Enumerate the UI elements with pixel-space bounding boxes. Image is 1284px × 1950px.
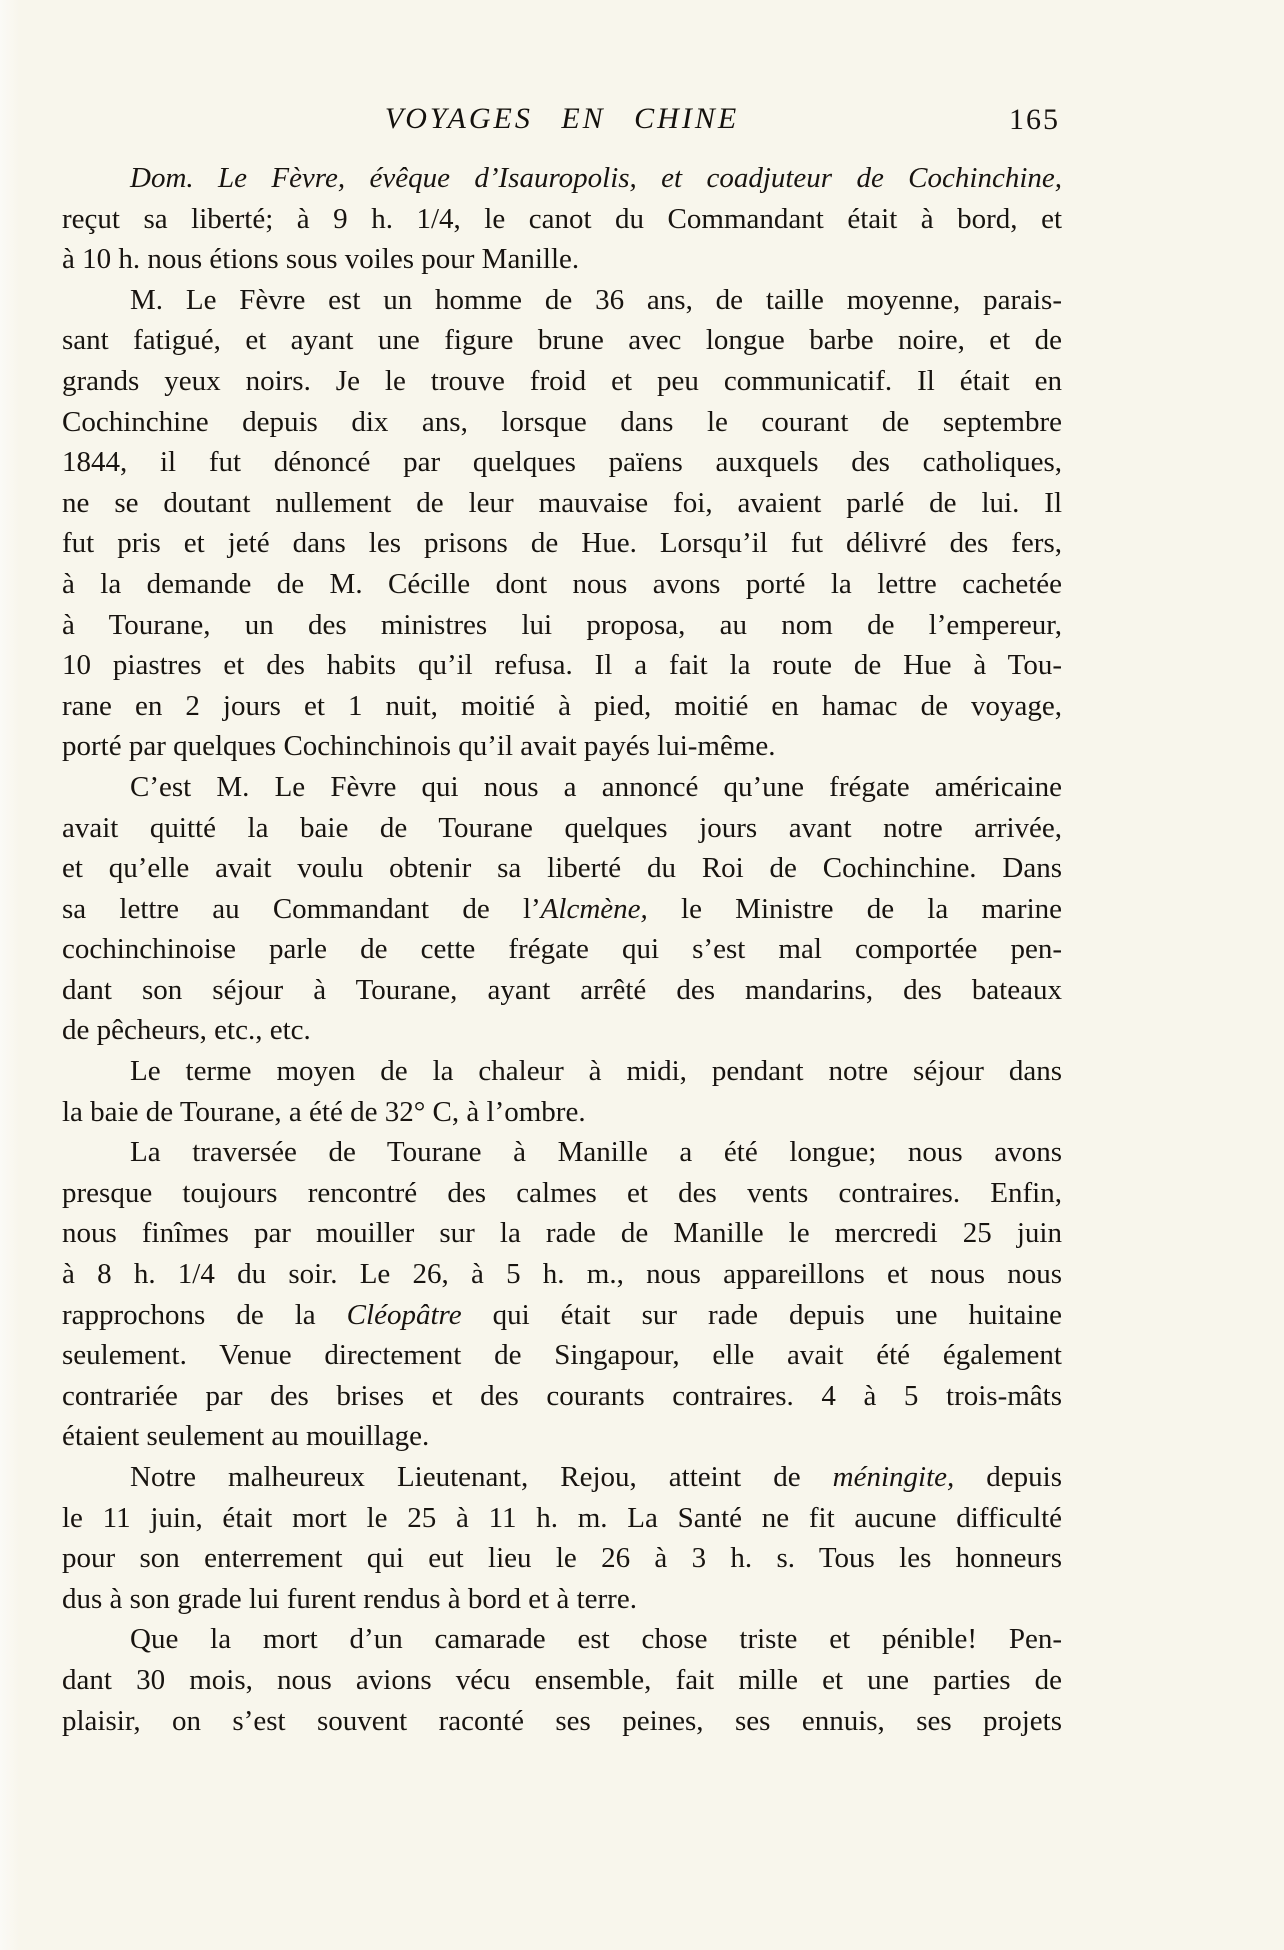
text-segment: pour son enterrement qui eut lieu le 26 à 3 h. s. Tous les honneurs (62, 1542, 1062, 1575)
text-line (62, 1579, 1062, 1620)
text-segment: dant 30 mois, nous avions vécu ensemble, fait mille et une parties de (62, 1663, 1062, 1696)
text-line (62, 605, 1062, 646)
text-segment: La traversée de Tourane à Manille a été longue; nous avons (130, 1136, 1062, 1169)
text-segment: 10 piastres et des habits qu’il refusa. Il a fait la route de Hue à Tou- (62, 649, 1062, 682)
text-line (62, 1416, 1062, 1457)
text-line (62, 1660, 1062, 1701)
running-header (62, 100, 1062, 144)
text-line (62, 1376, 1062, 1417)
text-line (62, 402, 1062, 443)
paragraph (62, 1132, 1062, 1457)
text-line (62, 1010, 1062, 1051)
text-line (62, 1457, 1062, 1498)
text-segment: de pêcheurs, etc., etc. (62, 1014, 311, 1047)
text-line (62, 1619, 1062, 1660)
text-line (62, 1092, 1062, 1133)
text-line (62, 889, 1062, 930)
text-line (62, 239, 1062, 280)
text-segment: Que la mort d’un camarade est chose triste et pénible! Pen- (130, 1623, 1062, 1656)
paragraph (62, 280, 1062, 767)
text-line (62, 1173, 1062, 1214)
text-line (62, 1538, 1062, 1579)
italic-text: Alcmène, (540, 892, 648, 925)
text-segment: seulement. Venue directement de Singapour, elle avait été également (62, 1339, 1062, 1372)
text-line (62, 199, 1062, 240)
text-segment: contrariée par des brises et des courants contraires. 4 à 5 trois-mâts (62, 1379, 1062, 1412)
paragraph (62, 158, 1062, 280)
text-line (62, 929, 1062, 970)
page-number: 165 (1009, 103, 1060, 136)
text-line (62, 1051, 1062, 1092)
text-segment: à 10 h. nous étions sous voiles pour Manille. (62, 243, 580, 276)
body-paragraphs (62, 158, 1062, 1741)
text-line (62, 320, 1062, 361)
text-segment: avait quitté la baie de Tourane quelques jours avant notre arrivée, (62, 811, 1062, 844)
text-line (62, 1498, 1062, 1539)
text-segment: porté par quelques Cochinchinois qu’il avait payés lui-même. (62, 730, 776, 763)
text-line (62, 1132, 1062, 1173)
text-line (62, 970, 1062, 1011)
text-segment: la baie de Tourane, a été de 32° C, à l’ombre. (62, 1095, 586, 1128)
text-segment: et qu’elle avait voulu obtenir sa liberté du Roi de Cochinchine. Dans (62, 852, 1062, 885)
text-line (62, 808, 1062, 849)
text-segment: dant son séjour à Tourane, ayant arrêté des mandarins, des bateaux (62, 973, 1062, 1006)
text-segment: sant fatigué, et ayant une figure brune avec longue barbe noire, et de (62, 324, 1062, 357)
text-line (62, 483, 1062, 524)
text-line (62, 1213, 1062, 1254)
text-segment: Notre malheureux Lieutenant, Rejou, atteint de (130, 1461, 833, 1493)
text-segment: fut pris et jeté dans les prisons de Hue. Lorsqu’il fut délivré des fers, (62, 527, 1062, 560)
text-segment: 1844, il fut dénoncé par quelques païens auxquels des catholiques, (62, 446, 1062, 479)
text-segment: à Tourane, un des ministres lui proposa, au nom de l’empereur, (62, 608, 1062, 641)
text-segment: à la demande de M. Cécille dont nous avons porté la lettre cachetée (62, 567, 1062, 600)
paragraph (62, 1457, 1062, 1619)
italic-text: Dom. Le Fèvre, évêque d’Isauropolis, et coadjuteur de Cochinchine, (130, 162, 1062, 194)
text-segment: M. Le Fèvre est un homme de 36 ans, de taille moyenne, parais- (130, 283, 1062, 316)
text-block (62, 100, 1062, 1741)
text-segment: depuis (954, 1461, 1062, 1493)
text-line (62, 1701, 1062, 1742)
text-segment: C’est M. Le Fèvre qui nous a annoncé qu’une frégate américaine (130, 770, 1062, 803)
text-segment: qui était sur rade depuis une huitaine (461, 1298, 1062, 1331)
paragraph (62, 1051, 1062, 1132)
text-segment: le Ministre de la marine (647, 892, 1062, 925)
text-segment: grands yeux noirs. Je le trouve froid et peu communicatif. Il était en (62, 364, 1062, 397)
text-line (62, 442, 1062, 483)
text-line (62, 686, 1062, 727)
text-line (62, 645, 1062, 686)
italic-text: méningite, (832, 1461, 955, 1493)
text-segment: rane en 2 jours et 1 nuit, moitié à pied, moitié en hamac de voyage, (62, 689, 1062, 722)
text-segment: plaisir, on s’est souvent raconté ses peines, ses ennuis, ses projets (62, 1704, 1062, 1737)
text-line (62, 564, 1062, 605)
text-segment: à 8 h. 1/4 du soir. Le 26, à 5 h. m., nous appareillons et nous nous (62, 1258, 1062, 1291)
text-segment: nous finîmes par mouiller sur la rade de Manille le mercredi 25 juin (62, 1217, 1062, 1250)
text-line (62, 1295, 1062, 1336)
text-segment: cochinchinoise parle de cette frégate qui s’est mal comportée pen- (62, 933, 1062, 966)
text-line (62, 848, 1062, 889)
text-segment: dus à son grade lui furent rendus à bord et à terre. (62, 1582, 637, 1615)
text-segment: rapprochons de la (62, 1298, 347, 1331)
italic-text: Cléopâtre (346, 1298, 462, 1331)
text-line (62, 523, 1062, 564)
text-line (62, 361, 1062, 402)
text-segment: Le terme moyen de la chaleur à midi, pendant notre séjour dans (130, 1055, 1062, 1088)
text-line (62, 280, 1062, 321)
text-segment: ne se doutant nullement de leur mauvaise foi, avaient parlé de lui. Il (62, 486, 1062, 519)
text-segment: reçut sa liberté; à 9 h. 1/4, le canot du Commandant était à bord, et (62, 202, 1062, 235)
text-segment: presque toujours rencontré des calmes et des vents contraires. Enfin, (62, 1176, 1062, 1209)
text-line (62, 767, 1062, 808)
text-segment: Cochinchine depuis dix ans, lorsque dans le courant de septembre (62, 405, 1062, 438)
text-segment: sa lettre au Commandant de l’ (62, 892, 541, 925)
paragraph (62, 767, 1062, 1051)
page-title: VOYAGES EN CHINE (384, 102, 740, 135)
text-segment: le 11 juin, était mort le 25 à 11 h. m. La Santé ne fit aucune difficulté (62, 1501, 1062, 1534)
text-line (62, 1335, 1062, 1376)
text-line (62, 726, 1062, 767)
text-line (62, 1254, 1062, 1295)
text-segment: étaient seulement au mouillage. (62, 1420, 430, 1453)
paragraph (62, 1619, 1062, 1741)
text-line (62, 158, 1062, 199)
